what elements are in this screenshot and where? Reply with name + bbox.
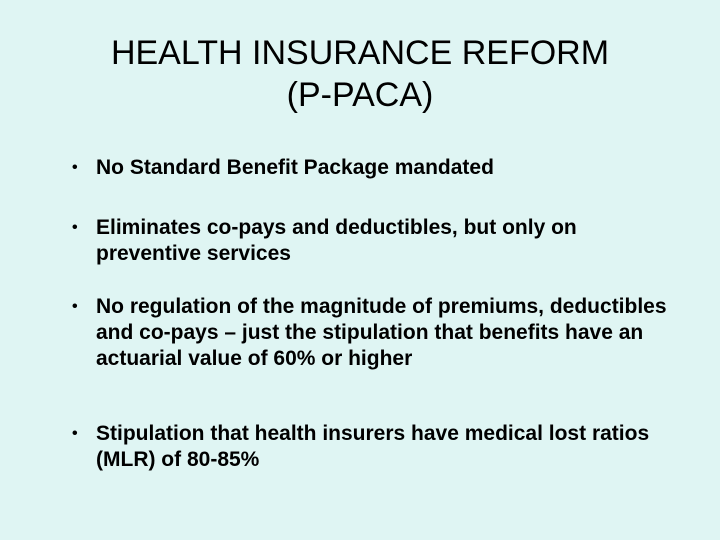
bullet-text: Stipulation that health insurers have medical lost ratios (MLR) of 80-85% <box>96 422 650 471</box>
slide-title-line-2: (P-PACA) <box>286 76 434 114</box>
bullet-text: No regulation of the magnitude of premiums, deductibles and co-pays – just the stipulation that benefits have an actuarial value of 60% or higher <box>96 295 667 370</box>
bullet-dot: • <box>72 219 78 236</box>
slide-title <box>0 32 720 116</box>
bullet-item <box>72 294 672 372</box>
bullet-dot: • <box>72 298 78 315</box>
bullet-text: No Standard Benefit Package mandated <box>96 156 494 179</box>
bullet-dot: • <box>72 425 78 442</box>
bullet-dot: • <box>72 159 78 176</box>
bullet-text: Eliminates co-pays and deductibles, but only on preventive services <box>96 216 577 265</box>
slide-title-line-1: HEALTH INSURANCE REFORM <box>110 34 610 72</box>
bullet-item <box>72 155 672 181</box>
bullet-item <box>72 215 672 267</box>
bullet-item <box>72 421 672 473</box>
